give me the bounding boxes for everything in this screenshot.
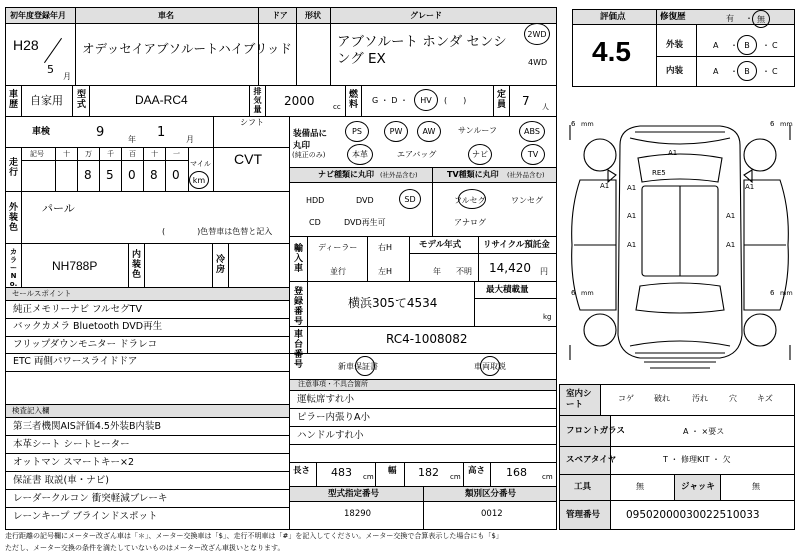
color-note: ( )色替車は色替と記入	[162, 227, 273, 236]
sales-item-0: 純正メモリーナビ フルセグTV	[13, 304, 142, 315]
tv-fullseg-circle	[458, 189, 486, 209]
mileage-digit-4: 0	[172, 168, 180, 182]
mileage-unit-3: 百	[129, 150, 136, 158]
type-number-label: 型式指定番号	[328, 489, 380, 499]
interior-label: 内装	[666, 66, 684, 76]
wheel-label-rr-unit: mm	[780, 289, 793, 297]
damage-mark-1: A1	[600, 182, 610, 190]
height-value: 168	[506, 466, 527, 479]
equip-nav-label: ナビ	[472, 150, 488, 159]
nav-type-note: (社外品含む)	[380, 171, 418, 179]
glass-value: A ・ ×要ス	[683, 427, 725, 436]
nav-sd-circle	[399, 189, 421, 209]
import-parallel: 並行	[330, 267, 346, 276]
mileage-unit-2: 千	[107, 150, 114, 158]
wheel-label-rl-unit: mm	[581, 289, 594, 297]
equip-ps	[345, 121, 369, 142]
mileage-digit-1: 5	[106, 168, 114, 182]
inspection-month-unit: 月	[186, 135, 194, 144]
score-label: 評価点	[600, 12, 626, 22]
seat-opt-4: キズ	[757, 394, 773, 403]
color-value: パール	[42, 202, 75, 215]
score-value: 4.5	[592, 36, 631, 67]
tv-type-header: TV種類に丸印	[447, 170, 499, 179]
inspector-item-3: 保証書 取説(車・ナビ)	[13, 475, 109, 486]
equip-leather	[347, 144, 373, 165]
nav-dvd: DVD	[356, 196, 374, 205]
mileage-digit-0: 8	[84, 168, 92, 182]
inspection-year-unit: 年	[128, 135, 136, 144]
mileage-km-circle	[189, 171, 209, 189]
wheel-label-rr: 6	[770, 289, 775, 297]
equip-tv-label: TV	[527, 150, 539, 159]
model-year-label: モデル年式	[419, 240, 462, 250]
wheel-label-fr: 6	[770, 120, 775, 128]
equip-pw	[384, 121, 408, 142]
fuel-paren: ( )	[444, 96, 467, 105]
inspector-item-5: レーンキープ ブラインドスポット	[13, 511, 158, 522]
ext-grade-b-circle	[737, 35, 757, 55]
inspector-item-2: オットマン スマートキー×2	[13, 457, 135, 468]
shape-label: 形状	[305, 11, 321, 20]
width-value: 182	[418, 466, 439, 479]
warranty-circle	[355, 356, 375, 376]
note-item-1: ピラー内張りA小	[297, 412, 370, 423]
int-grade-b-circle	[737, 61, 757, 81]
sales-item-1: バックカメラ Bluetooth DVD再生	[13, 321, 163, 332]
seat-opt-0: コゲ	[618, 394, 634, 403]
width-label: 幅	[388, 466, 397, 476]
max-load-unit: kg	[543, 313, 552, 321]
length-unit: cm	[363, 473, 374, 481]
shift-value: CVT	[234, 151, 262, 167]
fuel-options: G ・ D ・	[372, 96, 408, 105]
inspection-year: 9	[96, 125, 105, 140]
drive-4wd: 4WD	[528, 58, 548, 67]
seat-opt-2: 汚れ	[692, 394, 708, 403]
model-year-value: 不明	[456, 267, 472, 276]
damage-mark-3: A1	[745, 183, 755, 191]
nav-sd: SD	[404, 194, 416, 204]
tools-value: 無	[636, 482, 644, 491]
grade-value: アブソルート ホンダ センシング EX	[337, 34, 507, 67]
color-no-label: カラーNo.	[9, 248, 18, 288]
import-label: 輸入車	[293, 244, 303, 274]
manual-doc: 車両取説	[474, 362, 506, 371]
equip-nav	[468, 144, 492, 165]
max-load-label: 最大積載量	[486, 285, 529, 295]
inspection-label: 車検	[32, 127, 51, 137]
footer-line-1: 走行距離の記号欄にメーター改ざん車は「＊」、メーター交換車は「$」、走行不明車は「#」を記入してください。メーター交換で合算表示した場合にも「$」	[5, 532, 503, 540]
note-item-2: ハンドルすれ小	[297, 430, 364, 441]
sales-item-3: ETC 両側パワースライドドア	[13, 356, 138, 367]
drive-2wd-circle	[524, 23, 550, 45]
mileage-unit-1: 万	[85, 150, 92, 158]
equip-airbag: エアバッグ	[397, 150, 437, 159]
first-reg-year: H28	[13, 37, 39, 53]
notes-header-label: 注意事項・不具合箇所	[298, 380, 368, 388]
registration-value: 横浜305て4534	[348, 296, 438, 310]
mileage-label: 走行	[8, 158, 18, 178]
fuel-label: 燃料	[348, 90, 358, 110]
drive-2wd: 2WD	[527, 29, 547, 39]
equip-ps-label: PS	[352, 127, 362, 136]
seat-label: 室内シート	[566, 389, 592, 410]
repair-label: 修復歴	[660, 12, 686, 22]
door-label: ドア	[272, 11, 288, 20]
registration-label: 登録番号	[293, 287, 303, 327]
shift-label: シフト	[240, 118, 264, 127]
grade-label: グレード	[410, 11, 442, 20]
interior-color-label: 内装色	[131, 250, 141, 280]
repair-no-circle	[752, 10, 770, 28]
damage-mark-2: A1	[627, 184, 637, 192]
ext-dot-1: ・	[730, 41, 738, 50]
nav-cd: CD	[309, 218, 321, 227]
ext-grade-b: B	[744, 40, 750, 50]
repair-no: 無	[757, 14, 765, 24]
sales-header-label: セールスポイント	[12, 289, 72, 298]
tv-oneseg: ワンセグ	[511, 196, 543, 205]
tv-type-note: (社外品含む)	[507, 171, 545, 179]
footer-line-2: ただし、メーター交換の条件を満たしていないものはメーター改ざん車扱いとなります。	[5, 544, 285, 552]
length-label: 長さ	[293, 466, 311, 476]
damage-mark-6: A1	[627, 241, 637, 249]
jack-value: 無	[752, 482, 760, 491]
equip-sunroof: サンルーフ	[458, 126, 497, 135]
damage-mark-5: A1	[726, 212, 736, 220]
height-unit: cm	[542, 473, 553, 481]
damage-mark-8: RE5	[652, 169, 666, 177]
equipment-label: 装備品に丸印	[293, 129, 328, 151]
usage-label: 車歴	[8, 90, 18, 110]
height-label: 高さ	[468, 466, 486, 476]
import-rh: 右H	[378, 243, 393, 252]
tools-label: 工具	[574, 482, 592, 492]
inspector-item-4: レーダークルコン 衝突軽減ブレーキ	[13, 493, 168, 504]
damage-mark-4: A1	[627, 212, 637, 220]
model-year-unit: 年	[433, 267, 441, 276]
wheel-label-fl: 6	[571, 120, 576, 128]
displacement-unit: cc	[333, 103, 341, 111]
length-value: 483	[331, 466, 352, 479]
inspection-month: 1	[157, 125, 166, 140]
repair-dot: ・	[745, 14, 753, 23]
repair-yes: 有	[726, 14, 734, 23]
nav-dvd-play: DVD再生可	[344, 218, 386, 227]
mileage-unit-4: 十	[151, 150, 158, 158]
car-damage-diagram	[560, 110, 800, 375]
width-unit: cm	[450, 473, 461, 481]
car-name-label: 車名	[158, 11, 174, 20]
ext-dot-2: ・	[762, 41, 770, 50]
capacity-value: 7	[522, 94, 530, 108]
type-number-value: 18290	[344, 509, 372, 519]
manual-circle	[480, 356, 500, 376]
import-dealer: ディーラー	[318, 243, 358, 252]
wheel-label-fr-unit: mm	[780, 120, 793, 128]
int-dot-1: ・	[730, 67, 738, 76]
wheel-label-rl: 6	[571, 289, 576, 297]
nav-hdd: HDD	[306, 196, 325, 205]
mileage-digit-2: 0	[128, 168, 136, 182]
model-value: DAA-RC4	[135, 93, 188, 107]
ext-grade-c: C	[772, 41, 778, 50]
tv-fullseg: フルセグ	[454, 196, 486, 205]
spare-label: スペアタイヤ	[566, 455, 617, 465]
jack-label: ジャッキ	[681, 482, 715, 492]
ac-label: 冷房	[215, 255, 225, 275]
recycle-value: 14,420	[489, 261, 531, 275]
tv-analog: アナログ	[454, 218, 486, 227]
chassis-value: RC4-1008082	[386, 332, 468, 346]
seat-opt-1: 破れ	[654, 394, 670, 403]
equip-tv	[521, 144, 545, 165]
car-name-value: オデッセイアブソルートハイブリッド	[82, 41, 292, 56]
mileage-km: km	[192, 175, 206, 185]
recycle-label: リサイクル預託金	[483, 240, 550, 250]
nav-type-header: ナビ種類に丸印	[318, 170, 374, 179]
wheel-label-fl-unit: mm	[581, 120, 594, 128]
mgmt-value: 09502000030022510033	[626, 509, 760, 521]
chassis-label: 車台番号	[293, 330, 303, 370]
seat-opt-3: 穴	[729, 394, 737, 403]
capacity-label: 定員	[496, 90, 506, 110]
color-no-value: NH788P	[52, 259, 98, 273]
recycle-unit: 円	[540, 267, 548, 276]
exterior-label: 外装	[666, 40, 684, 50]
inspector-header-label: 検査記入欄	[12, 406, 50, 415]
inspector-item-0: 第三者機関AIS評価4.5外装B内装B	[13, 421, 161, 432]
mileage-unit-5: 一	[173, 150, 180, 158]
displacement-value: 2000	[284, 94, 315, 108]
damage-mark-0: A1	[668, 149, 678, 157]
damage-mark-7: A1	[726, 241, 736, 249]
mileage-unit-0: 十	[63, 150, 70, 158]
int-dot-2: ・	[762, 67, 770, 76]
int-grade-a: A	[713, 67, 719, 76]
note-item-0: 運転席すれ小	[297, 394, 355, 405]
ext-grade-a: A	[713, 41, 719, 50]
mileage-sign-label: 記号	[30, 150, 44, 158]
int-grade-b: B	[744, 66, 750, 76]
equip-leather-label: 本革	[352, 150, 368, 159]
first-reg-label: 初年度登録年月	[10, 11, 66, 20]
model-label: 型式	[76, 90, 86, 110]
color-label: 外装色	[8, 203, 18, 233]
inspector-item-1: 本革シート シートヒーター	[13, 439, 130, 450]
fuel-hv-circle	[414, 89, 438, 111]
capacity-unit: 人	[542, 103, 549, 111]
first-reg-month-unit: 月	[63, 72, 71, 81]
mileage-mile-label: マイル	[190, 160, 211, 168]
usage-value: 自家用	[30, 94, 63, 107]
spare-value: T ・ 修理KIT ・ 欠	[663, 455, 731, 464]
sales-item-2: フリップダウンモニター ドラレコ	[13, 339, 158, 350]
displacement-label: 排気量	[253, 87, 262, 114]
equip-pw-label: PW	[389, 127, 403, 136]
equip-aw	[417, 121, 441, 142]
import-lh: 左H	[378, 267, 393, 276]
class-number-label: 類別区分番号	[465, 489, 517, 499]
equip-abs-label: ABS	[524, 127, 540, 136]
glass-label: フロントガラス	[566, 426, 625, 436]
equip-abs	[519, 121, 545, 142]
fuel-hv: HV	[420, 95, 432, 105]
equipment-sub-label: (純正のみ)	[292, 151, 326, 159]
class-number-value: 0012	[481, 509, 503, 519]
mgmt-label: 管理番号	[566, 510, 601, 520]
equip-aw-label: AW	[422, 127, 436, 136]
int-grade-c: C	[772, 67, 778, 76]
warranty-doc: 新車保証書	[338, 362, 378, 371]
first-reg-month: 5	[47, 63, 54, 76]
mileage-digit-3: 8	[150, 168, 158, 182]
